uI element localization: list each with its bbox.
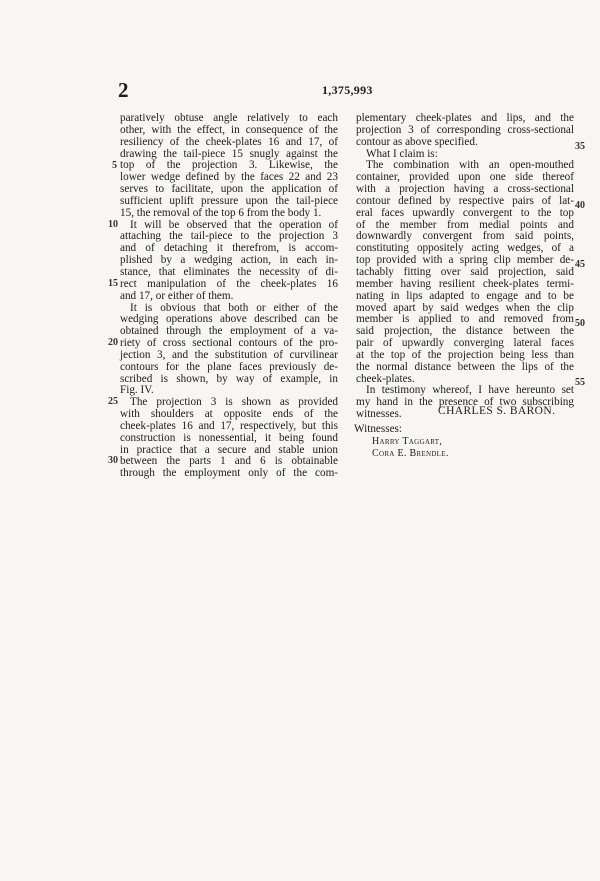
- text-line: construction is nonessential, it being found: [120, 431, 338, 444]
- text-line: said projection, the distance between the: [356, 325, 574, 338]
- text-line: between the parts 1 and 6 is obtainable: [120, 455, 338, 468]
- text-line: obtained through the employment of a va-: [120, 325, 338, 338]
- text-line: Fig. IV.: [120, 384, 154, 397]
- text-line: through the employment only of the com-: [120, 467, 338, 480]
- text-line: plementary cheek-plates and lips, and the: [356, 112, 574, 124]
- line-number-45: 45: [575, 259, 585, 270]
- text-line: In testimony whereof, I have hereunto set: [366, 384, 574, 397]
- text-line: other, with the effect, in consequence of the: [120, 123, 338, 136]
- line-number-55: 55: [575, 377, 585, 388]
- text-line: member having resilient cheek-plates termi-: [356, 277, 574, 290]
- witnesses-heading: Witnesses:: [354, 423, 403, 435]
- text-line: 15, the removal of the top 6 from the body 1.: [120, 206, 322, 219]
- inventor-signature: CHARLES S. BARON.: [438, 405, 556, 417]
- line-number-30: 30: [108, 455, 118, 466]
- text-line: downwardly convergent from said points,: [356, 230, 574, 243]
- page-number: 2: [118, 78, 129, 102]
- text-line: drawing the tail-piece 15 snugly against the: [120, 147, 338, 160]
- text-line: sufficient uplift pressure upon the tail-piece: [120, 194, 338, 207]
- text-line: paratively obtuse angle relatively to each: [120, 112, 338, 124]
- line-number-40: 40: [575, 200, 585, 211]
- text-line: contour defined by respective pairs of lat-: [356, 194, 574, 207]
- text-line: pair of upwardly converging lateral faces: [356, 337, 574, 350]
- line-number-15: 15: [108, 278, 118, 289]
- text-line: at the top of the projection being less than: [356, 348, 574, 361]
- line-number-20: 20: [108, 337, 118, 348]
- left-column: [120, 113, 338, 480]
- line-number-35: 35: [575, 141, 585, 152]
- text-line: witnesses.: [356, 408, 402, 421]
- text-line: and of detaching it therefrom, is accom-: [120, 242, 338, 255]
- text-line: The projection 3 is shown as provided: [130, 396, 338, 409]
- text-line: The combination with an open-mouthed: [366, 159, 574, 172]
- text-line: projection 3 of corresponding cross-sectional: [356, 123, 574, 136]
- text-line: riety of cross sectional contours of the pro-: [120, 337, 338, 350]
- line-number-25: 25: [108, 396, 118, 407]
- text-line: cheek-plates 16 and 17, respectively, but this: [120, 419, 338, 432]
- text-line: contour as above specified.: [356, 135, 478, 148]
- text-line: jection 3, and the substitution of curvilinear: [120, 348, 338, 361]
- text-line: the normal distance between the lips of the: [356, 360, 574, 373]
- text-line: contours for the plane faces previously de-: [120, 360, 338, 373]
- line-number-5: 5: [112, 160, 117, 171]
- text-line: attaching the tail-piece to the projection 3: [120, 230, 338, 243]
- witness-name: Harry Taggart,: [372, 436, 443, 447]
- text-line: scribed is shown, by way of example, in: [120, 372, 338, 385]
- text-line: top provided with a spring clip member de-: [356, 254, 574, 267]
- text-line: serves to facilitate, upon the application of: [120, 183, 338, 196]
- text-line: nating in lips adapted to engage and to be: [356, 289, 574, 302]
- patent-number: 1,375,993: [322, 83, 373, 97]
- text-line: It will be observed that the operation of: [130, 218, 338, 231]
- text-line: of the member from medial points and: [356, 218, 574, 231]
- text-line: What I claim is:: [366, 147, 438, 160]
- text-line: in practice that a secure and stable union: [120, 443, 338, 456]
- text-line: tachably fitting over said projection, said: [356, 265, 574, 278]
- text-line: and 17, or either of them.: [120, 289, 234, 302]
- text-line: cheek-plates.: [356, 372, 415, 385]
- text-line: stance, that eliminates the necessity of di-: [120, 265, 338, 278]
- text-line: wedging operations above described can be: [120, 313, 338, 326]
- text-line: with a projection having a cross-sectional: [356, 183, 574, 196]
- text-line: with shoulders at opposite ends of the: [120, 408, 338, 421]
- text-line: plished by a wedging action, in each in-: [120, 254, 338, 267]
- text-line: resiliency of the cheek-plates 16 and 17, of: [120, 135, 338, 148]
- text-line: lower wedge defined by the faces 22 and 23: [120, 171, 338, 184]
- line-number-10: 10: [108, 219, 118, 230]
- text-line: constituting oppositely acting wedges, of a: [356, 242, 574, 255]
- line-number-50: 50: [575, 318, 585, 329]
- text-line: It is obvious that both or either of the: [130, 301, 338, 314]
- text-line: member is applied to and removed from: [356, 313, 574, 326]
- text-line: top of the projection 3. Likewise, the: [120, 159, 338, 172]
- text-line: container, provided upon one side thereof: [356, 171, 574, 184]
- text-line: rect manipulation of the cheek-plates 16: [120, 277, 338, 290]
- text-line: moved apart by said wedges when the clip: [356, 301, 574, 314]
- right-column: [356, 113, 574, 421]
- text-line: my hand in the presence of two subscribing: [356, 396, 574, 409]
- witness-name: Cora E. Brendle.: [372, 448, 449, 459]
- text-line: eral faces upwardly convergent to the top: [356, 206, 574, 219]
